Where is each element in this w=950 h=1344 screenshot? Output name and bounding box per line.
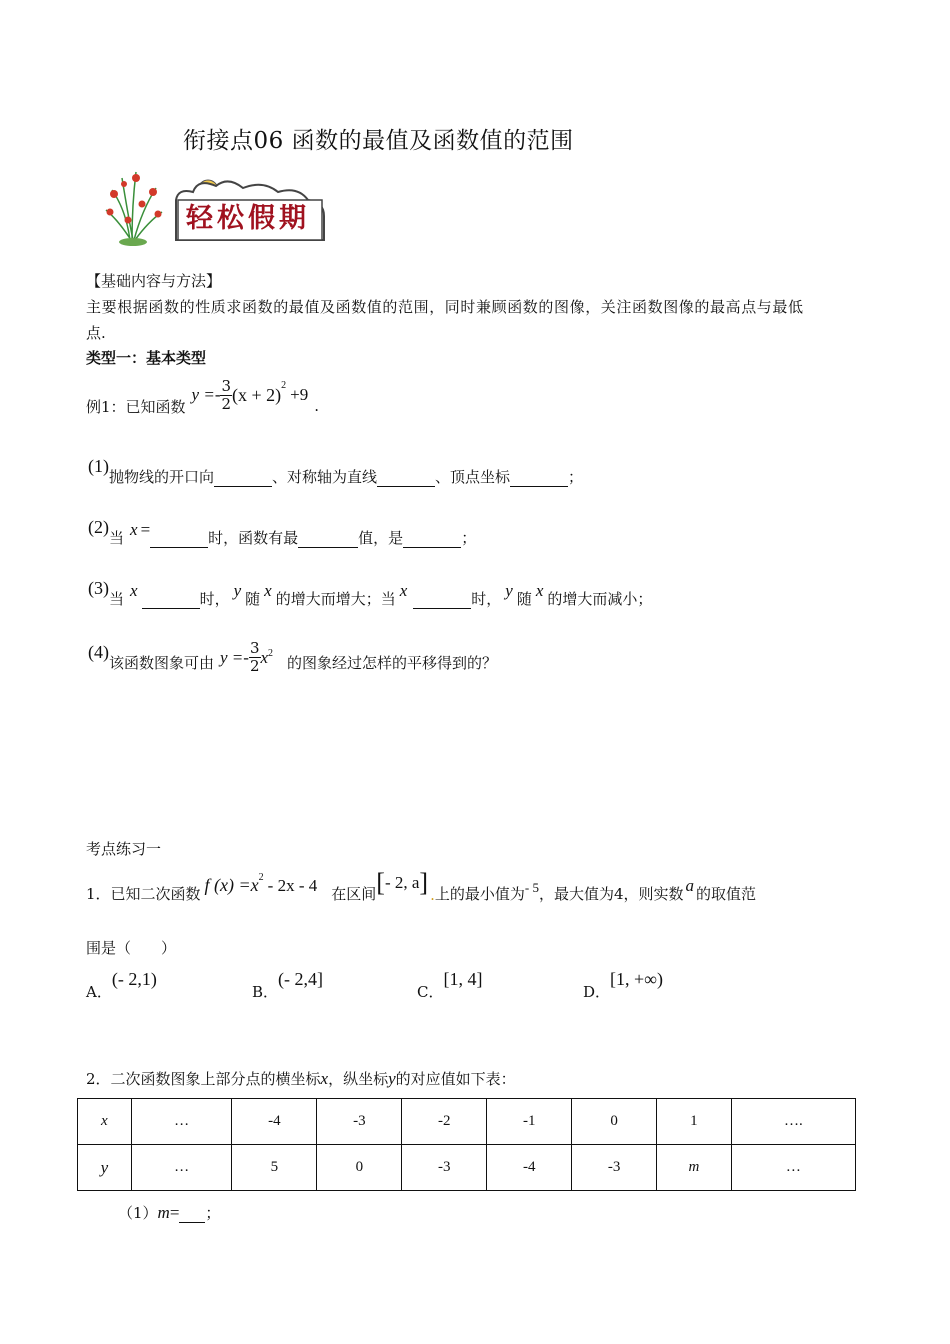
p1-text-b: 在区间 — [331, 885, 377, 903]
q1-blank-2[interactable] — [377, 472, 435, 487]
p2-sub1-end: ； — [205, 1204, 221, 1222]
q3-x-4: x — [535, 581, 544, 600]
table-cell: -4 — [232, 1099, 317, 1145]
q1-text-c: 、顶点坐标 — [435, 468, 511, 486]
section-heading-basic: 【基础内容与方法】 — [86, 272, 222, 290]
p1-interval: [- 2, a] — [376, 868, 429, 897]
value-table — [77, 1098, 856, 1191]
table-cell: 0 — [572, 1099, 657, 1145]
q4-text-b: 的图象经过怎样的平移得到的？ — [287, 654, 498, 672]
frac-num: 3 — [221, 376, 232, 395]
intro-line-1: 主要根据函数的性质求函数的最值及函数值的范围，同时兼顾函数的图像，关注函数图像的最高点与最低 — [86, 298, 804, 316]
page-title: 衔接点06 函数的最值及函数值的范围 — [183, 128, 574, 154]
q4-eq: y =- — [220, 647, 249, 667]
p2-sub-1 — [118, 1202, 220, 1223]
question-4 — [88, 640, 497, 675]
q2-blank-3[interactable] — [403, 533, 461, 548]
q3-number: (3) — [88, 578, 109, 598]
q2-number: (2) — [88, 517, 109, 537]
option-b[interactable] — [252, 966, 323, 1002]
intro-line-2: 点. — [86, 324, 106, 342]
q1-blank-3[interactable] — [510, 472, 568, 487]
p2-text-a: 2．二次函数图象上部分点的横坐标 — [86, 1070, 321, 1088]
q3-x: x — [130, 581, 138, 600]
table-row-x — [78, 1099, 856, 1145]
practice-title: 考点练习一 — [86, 840, 162, 858]
option-c-value: [1, 4] — [443, 969, 483, 989]
type-heading: 类型一：基本类型 — [86, 349, 207, 367]
q3-text-f: 随 — [516, 590, 532, 608]
example-1-label: 例1：已知函数 — [86, 397, 186, 416]
q2-eq: = — [140, 520, 151, 539]
option-c-label: C． — [417, 983, 444, 1001]
table-cell: … — [131, 1099, 232, 1145]
table-cell: -3 — [317, 1099, 402, 1145]
example-1 — [86, 370, 319, 420]
q3-text-a: 当 — [109, 590, 125, 608]
q4-x: x — [260, 647, 269, 667]
practice-1: 1．已知二次函数 f (x) =x $^2$ - 2x - 4 在区间 [- 2, a] . 上的最小值为 - 5 ，最大值为4，则实数 a 的取值范 — [86, 868, 757, 904]
q3-text-g: 的增大而减小； — [547, 590, 653, 608]
p1-text-a: 1．已知二次函数 — [86, 885, 201, 903]
q4-frac-den: 2 — [249, 657, 260, 675]
option-d[interactable] — [583, 966, 663, 1002]
q2-text-a: 当 — [109, 529, 125, 547]
option-d-value: [1, +∞) — [610, 969, 664, 989]
table-row-y — [78, 1145, 856, 1191]
p1-func: f (x) =x — [204, 875, 259, 895]
q1-text-b: 、对称轴为直线 — [272, 468, 378, 486]
eq-end: . — [314, 397, 320, 415]
option-b-value: (- 2,4] — [278, 969, 324, 989]
p1-sup: 2 — [258, 872, 264, 883]
table-cell: y — [78, 1145, 132, 1191]
frac-den: 2 — [221, 394, 232, 413]
p1-min: - 5 — [524, 880, 539, 895]
table-cell: x — [78, 1099, 132, 1145]
option-d-label: D． — [583, 983, 611, 1001]
p2-text-c: 的对应值如下表： — [395, 1070, 516, 1088]
p1-interval-value: - 2, a — [384, 873, 420, 892]
q2-blank-2[interactable] — [298, 533, 358, 548]
q2-end: ； — [461, 529, 477, 547]
banner-text: 轻松假期 — [186, 203, 310, 234]
table-cell: -3 — [402, 1145, 487, 1191]
option-a-value: (- 2,1) — [111, 969, 157, 989]
p1-line-2: 围是（ ） — [86, 939, 177, 957]
eq-sup: 2 — [281, 380, 287, 391]
p2-sub1-eq: = — [169, 1203, 180, 1222]
q4-fraction — [249, 640, 261, 675]
q2-blank-1[interactable] — [150, 533, 208, 548]
q4-number: (4) — [88, 642, 109, 662]
q3-x-3: x — [399, 581, 408, 600]
q3-text-c: 随 — [245, 590, 261, 608]
q3-text-d: 的增大而增大；当 — [275, 590, 396, 608]
table-cell: -4 — [487, 1145, 572, 1191]
option-b-label: B． — [252, 983, 279, 1001]
q3-blank-2[interactable] — [413, 594, 471, 609]
q3-text-e: 时， — [471, 590, 502, 608]
q3-text-b: 时， — [199, 590, 230, 608]
p2-sub1-blank[interactable] — [179, 1208, 205, 1223]
q1-end: ； — [568, 468, 584, 486]
eq-fraction — [220, 378, 232, 413]
table-cell: m — [657, 1145, 732, 1191]
q2-x: x — [130, 520, 138, 539]
practice-2 — [86, 1068, 516, 1089]
q2-text-c: 值，是 — [358, 529, 404, 547]
p2-sub1-label: （1） — [118, 1204, 158, 1222]
p1-text-e: 的取值范 — [696, 885, 757, 903]
option-c[interactable] — [417, 966, 482, 1002]
p1-func-tail: - 2x - 4 — [267, 876, 318, 895]
table-cell: -3 — [572, 1145, 657, 1191]
q4-frac-num: 3 — [249, 639, 260, 657]
table-cell: 0 — [317, 1145, 402, 1191]
table-cell: 5 — [232, 1145, 317, 1191]
q4-text-a: 该函数图象可由 — [109, 654, 215, 672]
table-cell: … — [131, 1145, 232, 1191]
p2-x: x — [320, 1069, 329, 1088]
q3-y-2: y — [505, 581, 513, 600]
holiday-logo — [98, 160, 338, 250]
p1-text-c: 上的最小值为 — [434, 885, 525, 903]
p2-sub1-m: m — [157, 1203, 170, 1222]
eq-rest: (x + 2) — [232, 384, 282, 405]
p2-y: y — [388, 1069, 396, 1088]
p2-text-b: ，纵坐标 — [328, 1070, 389, 1088]
p1-text-d: ，最大值为4，则实数 — [538, 885, 684, 903]
table-cell: 1 — [657, 1099, 732, 1145]
q2-text-b: 时，函数有最 — [208, 529, 299, 547]
eq-tail: +9 — [290, 385, 309, 404]
q1-number: (1) — [88, 456, 109, 476]
question-3 — [88, 578, 652, 609]
q4-sup: 2 — [268, 648, 274, 659]
option-a-label: A． — [86, 983, 112, 1001]
eq-lhs: y =- — [191, 385, 221, 404]
table-cell: -2 — [402, 1099, 487, 1145]
q3-y: y — [233, 581, 242, 600]
table-cell: … — [731, 1145, 855, 1191]
question-1 — [88, 456, 583, 487]
option-a[interactable] — [86, 966, 157, 1002]
q1-text-a: 抛物线的开口向 — [109, 468, 215, 486]
table-cell: -1 — [487, 1099, 572, 1145]
q1-blank-1[interactable] — [214, 472, 272, 487]
q3-blank-1[interactable] — [142, 594, 200, 609]
q3-x-2: x — [264, 581, 272, 600]
question-2 — [88, 517, 476, 548]
p1-a-var: a — [685, 876, 695, 895]
table-cell: …. — [731, 1099, 855, 1145]
